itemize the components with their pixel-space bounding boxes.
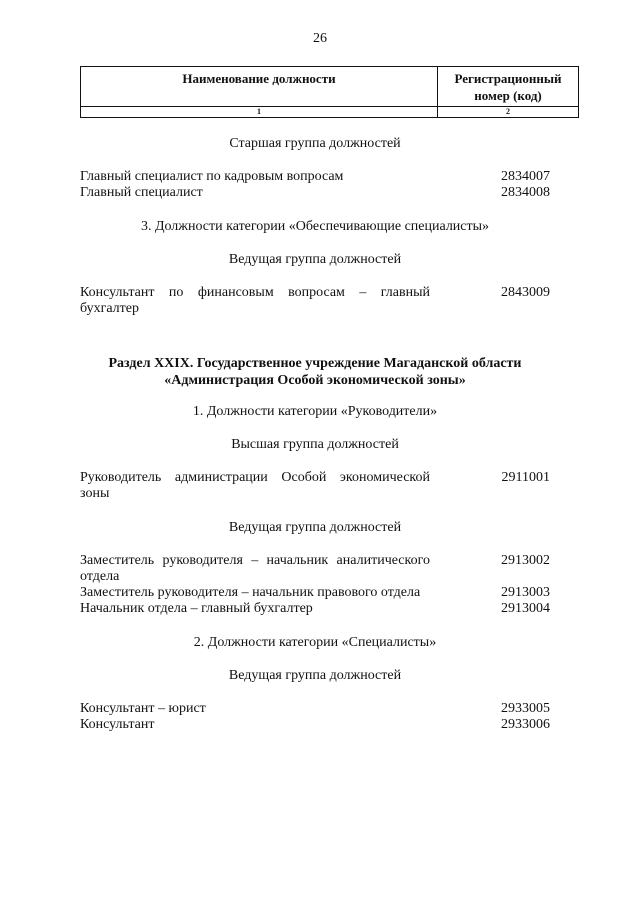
column-number-2: 2 <box>438 107 579 118</box>
position-name: Главный специалист по кадровым вопросам <box>80 169 344 184</box>
position-row <box>80 185 550 201</box>
registration-code: 2913002 <box>501 553 550 568</box>
registration-code: 2933005 <box>501 701 550 716</box>
registration-code: 2933006 <box>501 717 550 732</box>
group-heading: Ведущая группа должностей <box>228 520 402 535</box>
position-row <box>80 701 550 717</box>
positions-list <box>80 131 550 733</box>
position-name: Начальник отдела – главный бухгалтер <box>80 601 313 616</box>
position-name: Руководитель администрации Особой экономической зоны <box>80 470 430 501</box>
positions-table-header <box>80 66 579 118</box>
position-name: Главный специалист <box>80 185 203 200</box>
group-heading: 2. Должности категории «Специалисты» <box>193 635 437 650</box>
group-heading: Ведущая группа должностей <box>228 252 402 267</box>
position-name: Заместитель руководителя – начальник аналитического отдела <box>80 553 430 584</box>
registration-code: 2834008 <box>501 185 550 200</box>
group-heading: 1. Должности категории «Руководители» <box>192 404 438 419</box>
registration-code: 2843009 <box>501 285 550 300</box>
page-number: 26 <box>313 31 327 46</box>
position-name: Консультант <box>80 717 155 732</box>
registration-code: 2913003 <box>501 585 550 600</box>
group-heading: 3. Должности категории «Обеспечивающие специалисты» <box>140 219 490 234</box>
group-heading: Высшая группа должностей <box>231 437 399 452</box>
registration-code: 2911001 <box>501 470 550 485</box>
position-row <box>80 470 550 502</box>
position-row <box>80 285 550 317</box>
position-name: Консультант – юрист <box>80 701 206 716</box>
position-row <box>80 169 550 185</box>
group-heading: Старшая группа должностей <box>229 136 401 151</box>
group-heading: Ведущая группа должностей <box>228 668 402 683</box>
table-column-number-row <box>81 107 579 118</box>
section-title: Раздел XXIX. Государственное учреждение Магаданской области «Администрация Особой экономической зоны» <box>108 356 522 388</box>
position-row <box>80 601 550 617</box>
column-header-registration-code: Регистрационный номер (код) <box>438 67 579 107</box>
position-row <box>80 717 550 733</box>
position-name: Заместитель руководителя – начальник правового отдела <box>80 585 421 600</box>
column-number-1: 1 <box>81 107 438 118</box>
registration-code: 2913004 <box>501 601 550 616</box>
position-row <box>80 553 550 585</box>
position-row <box>80 585 550 601</box>
registration-code: 2834007 <box>501 169 550 184</box>
position-name: Консультант по финансовым вопросам – главный бухгалтер <box>80 285 430 316</box>
column-header-position-name: Наименование должности <box>81 67 438 107</box>
table-header-row <box>81 67 579 107</box>
